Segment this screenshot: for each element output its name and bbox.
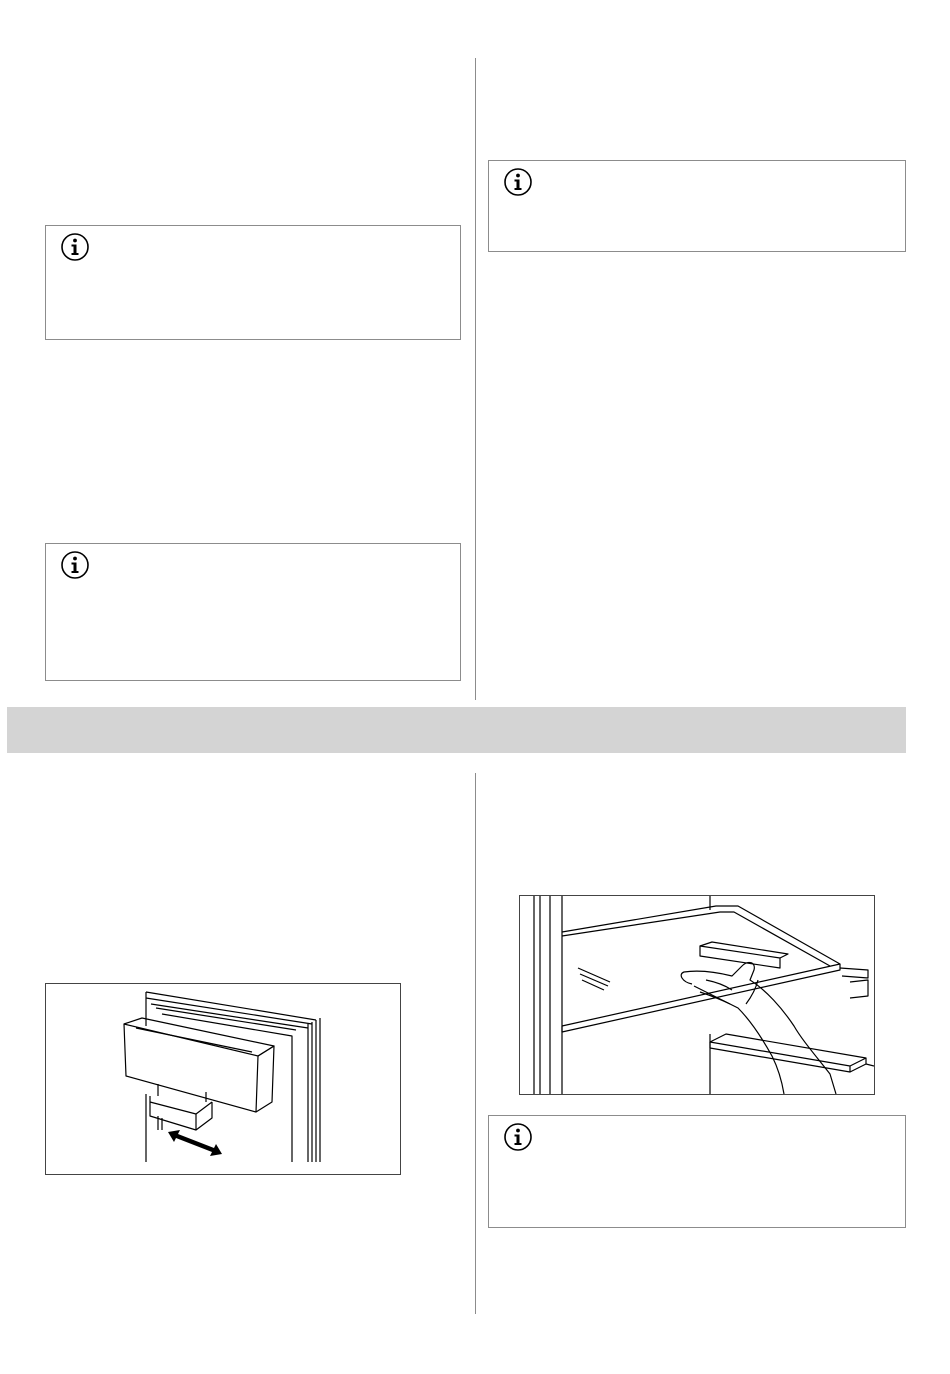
info-icon	[60, 550, 90, 580]
door-shelf-illustration	[45, 983, 401, 1175]
info-box-lower-right	[488, 1115, 906, 1228]
info-box-upper-left-1	[45, 225, 461, 340]
info-icon	[503, 1122, 533, 1152]
info-icon	[503, 167, 533, 197]
section-heading-bar	[7, 707, 906, 753]
info-icon	[60, 232, 90, 262]
glass-shelf-illustration	[519, 895, 875, 1095]
info-box-upper-right	[488, 160, 906, 252]
lower-column-divider	[475, 773, 476, 1314]
upper-column-divider	[475, 58, 476, 700]
info-box-upper-left-2	[45, 543, 461, 681]
